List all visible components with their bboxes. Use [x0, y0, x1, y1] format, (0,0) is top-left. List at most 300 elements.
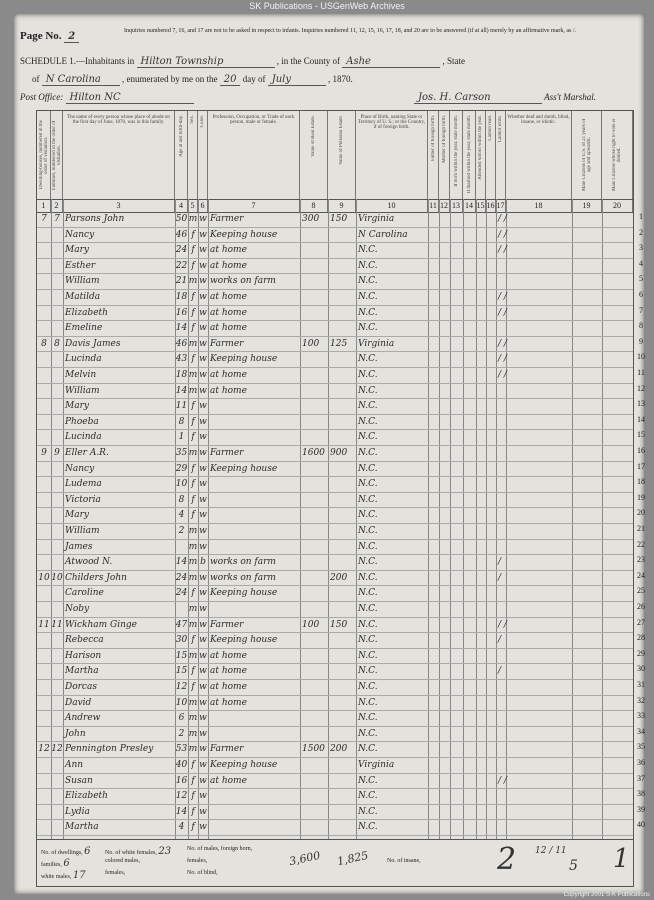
dwelling-number [37, 774, 51, 789]
personal-estate-value [328, 664, 356, 679]
line-number: 11 [637, 368, 645, 377]
birthplace: N.C. [358, 822, 378, 833]
color: w [199, 697, 207, 708]
real-estate-value [300, 711, 328, 726]
birthplace: N.C. [358, 666, 378, 677]
color: w [199, 775, 207, 786]
color: w [199, 744, 207, 755]
color: w [199, 806, 207, 817]
birthplace: N.C. [358, 682, 378, 692]
personal-estate-value [328, 680, 356, 695]
family-number [51, 384, 63, 399]
real-estate-value [300, 462, 328, 477]
dwelling-number [37, 649, 51, 664]
sex: m [188, 276, 198, 287]
line-number: 24 [637, 570, 645, 580]
instructions-note: Inquiries numbered 7, 16, and 17 are not to be asked in respect to infants. Inquiries numbered 11, 12, 15, 16, 17, 18, and 20 are to be answered (if at all) merely by an affirmative mark, as /. [124, 28, 577, 34]
dwelling-number [37, 586, 51, 601]
column-header-8: Value of Real Estate. [300, 111, 328, 199]
age: 1 [178, 432, 185, 443]
post-office-line: Post Office: Hilton NC [20, 92, 194, 104]
line-number: 20 [637, 508, 645, 518]
sex: f [191, 666, 195, 677]
line-number: 35 [637, 742, 645, 752]
person-name: Esther [65, 260, 96, 271]
occupation: Farmer [210, 744, 244, 755]
person-name: Rebecca [65, 635, 104, 646]
line-number: 33 [637, 711, 645, 721]
column-number: 3 [63, 200, 175, 212]
line-number: 39 [637, 804, 645, 814]
column-header-5: Sex. [188, 111, 198, 199]
real-estate-value [300, 571, 328, 586]
birthplace: N.C. [358, 307, 378, 318]
tally-mark-d: 1 [613, 844, 630, 874]
personal-estate-value [328, 493, 356, 508]
birthplace: N.C. [358, 245, 378, 256]
table-row [37, 633, 645, 649]
color: w [199, 713, 207, 724]
education-marks [496, 727, 572, 742]
family-number [51, 368, 63, 383]
line-number: 10 [637, 352, 645, 362]
sex: f [191, 635, 195, 646]
sex: m [188, 604, 198, 614]
table-row [37, 524, 645, 540]
column-number: 11 [428, 200, 439, 212]
family-number [51, 664, 63, 679]
dwelling-number [37, 384, 51, 399]
person-name: Mary [65, 245, 89, 256]
real-estate-value: 100 [302, 338, 320, 349]
birthplace: N.C. [358, 448, 378, 458]
occupation [208, 805, 300, 820]
education-marks: / [498, 666, 502, 677]
column-number: 15 [476, 201, 485, 210]
real-estate-value [300, 696, 328, 711]
sex: f [191, 791, 195, 802]
family-number [51, 274, 63, 289]
line-number: 13 [637, 399, 645, 409]
personal-estate-value: 125 [330, 338, 348, 349]
color: w [199, 728, 207, 739]
color: w [199, 682, 207, 692]
line-number: 7 [639, 305, 643, 315]
real-estate-value [300, 758, 328, 773]
family-number [51, 540, 63, 555]
table-row [37, 695, 645, 712]
color: w [199, 338, 207, 349]
family-number [51, 477, 63, 492]
family-number [51, 462, 63, 477]
state-field: N Carolina [42, 74, 120, 86]
table-row [37, 430, 645, 446]
person-name: Elizabeth [65, 791, 108, 802]
color: w [199, 385, 207, 396]
color: w [199, 292, 207, 302]
dwelling-number [37, 805, 51, 820]
birthplace: N Carolina [358, 229, 408, 240]
line-number: 4 [639, 258, 643, 268]
color: w [199, 619, 207, 630]
real-estate-value [300, 508, 328, 523]
month-field: July [268, 74, 326, 86]
personal-estate-value [328, 321, 356, 336]
table-row [37, 274, 643, 290]
marshal-line: Jos. H. Carson Ass't Marshal. [414, 92, 596, 104]
occupation [208, 820, 300, 835]
page-number-label: Page No. 2 [20, 30, 79, 43]
personal-estate-value [328, 415, 356, 430]
tally-mark-a: 2 [497, 842, 517, 877]
occupation: at home [210, 245, 247, 256]
person-name: Lydia [65, 806, 90, 817]
tally-mark-b: 12 / 11 [535, 846, 567, 856]
table-row [37, 664, 645, 680]
line-number: 40 [637, 820, 645, 830]
person-name: Lucinda [65, 432, 102, 443]
column-header-1: Dwelling-houses, numbered in the order of visitation. [37, 111, 51, 199]
personal-estate-value: 900 [330, 448, 348, 458]
real-estate-value [300, 274, 328, 289]
age: 18 [175, 370, 188, 380]
occupation [208, 508, 300, 523]
sex: m [188, 619, 198, 630]
education-marks [496, 789, 572, 804]
age: 46 [175, 338, 188, 349]
occupation [208, 493, 300, 508]
real-estate-value [300, 228, 328, 243]
column-header-19: Male Citizens of U.S. of 21 years of age and upwards. [572, 111, 602, 199]
personal-estate-value [328, 368, 356, 383]
age: 16 [175, 775, 188, 786]
line-number: 8 [639, 321, 643, 331]
table-row [37, 368, 645, 384]
column-number: 6 [198, 200, 208, 212]
real-estate-value [300, 649, 328, 664]
column-number: 8 [300, 200, 328, 212]
occupation: at home [210, 682, 247, 692]
family-number [51, 306, 63, 321]
foreign-females-label: females, [187, 858, 208, 864]
family-number [51, 633, 63, 648]
family-number: 10 [51, 572, 63, 583]
table-row [37, 711, 645, 727]
color: w [199, 635, 207, 646]
color: w [199, 650, 207, 661]
line-number: 36 [637, 758, 645, 767]
age: 10 [175, 479, 188, 490]
line-number: 22 [637, 539, 645, 549]
real-estate-value [300, 430, 328, 445]
person-name: Dorcas [65, 682, 97, 692]
person-name: John [65, 728, 86, 739]
age: 14 [175, 557, 188, 568]
line-number: 32 [637, 695, 645, 705]
birthplace: N.C. [358, 479, 378, 490]
person-name: William [65, 385, 100, 396]
age: 14 [175, 806, 188, 817]
person-name: Pennington Presley [65, 744, 154, 755]
line-number: 23 [637, 555, 645, 565]
personal-estate-value [328, 462, 356, 477]
column-header-17: Cannot write. [496, 111, 506, 199]
column-header-12: Mother of foreign birth. [439, 111, 450, 199]
education-marks [496, 399, 572, 414]
family-number [51, 774, 63, 789]
dwelling-number: 7 [41, 214, 47, 224]
column-header-13: If born within the year, state month. [450, 111, 463, 199]
real-estate-value [300, 352, 328, 367]
column-number: 19 [572, 200, 602, 212]
real-estate-value [300, 774, 328, 789]
dwelling-number [37, 758, 51, 773]
person-name: Caroline [65, 588, 104, 599]
line-number: 2 [639, 227, 643, 237]
dwelling-number [37, 243, 51, 258]
person-name: Eller A.R. [65, 448, 109, 458]
occupation: at home [210, 292, 247, 302]
sex: m [188, 572, 198, 583]
occupation: Keeping house [210, 229, 278, 240]
personal-estate-value: 200 [330, 744, 348, 755]
occupation: at home [210, 323, 247, 334]
column-number: 14 [463, 200, 476, 212]
occupation [208, 524, 300, 539]
birthplace: N.C. [358, 401, 378, 412]
age: 4 [178, 510, 185, 521]
person-name: Parsons John [65, 214, 125, 224]
age: 11 [175, 401, 188, 412]
color: w [199, 432, 207, 443]
dwelling-number [37, 462, 51, 477]
occupation: at home [210, 697, 247, 708]
person-name: Childers John [65, 572, 127, 583]
personal-estate-value: 200 [330, 572, 348, 583]
birthplace: N.C. [358, 728, 378, 739]
education-marks: / / [498, 775, 507, 786]
personal-estate-value [328, 259, 356, 274]
dwelling-number [37, 540, 51, 555]
personal-estate-value [328, 290, 356, 305]
sex: f [191, 588, 195, 599]
personal-estate-value [328, 758, 356, 773]
age: 35 [175, 448, 188, 458]
dwelling-number [37, 352, 51, 367]
line-number: 16 [637, 446, 645, 455]
colored-males-label: colored males, [105, 858, 140, 864]
family-number [51, 259, 63, 274]
birthplace: N.C. [358, 292, 378, 302]
table-row [37, 570, 645, 587]
dwelling-number [37, 306, 51, 321]
column-header-3: The name of every person whose place of abode on the first day of June, 1870, was in this family. [63, 111, 175, 199]
education-marks: / / [498, 214, 507, 224]
person-name: James [65, 541, 93, 552]
occupation: at home [210, 385, 247, 396]
dwelling-number [37, 820, 51, 835]
table-row [37, 586, 645, 602]
personal-estate-value [328, 696, 356, 711]
blind-label: No. of blind, [187, 870, 218, 876]
real-estate-value [300, 680, 328, 695]
color: w [199, 276, 207, 287]
personal-estate-value: 150 [330, 619, 348, 630]
family-number [51, 228, 63, 243]
age: 14 [175, 323, 188, 334]
occupation [208, 477, 300, 492]
education-marks: / / [498, 619, 507, 630]
real-estate-value [300, 540, 328, 555]
age: 29 [175, 463, 188, 474]
age: 2 [178, 526, 185, 536]
column-number: 17 [496, 201, 505, 210]
dwelling-number [37, 430, 51, 445]
dwelling-number [37, 664, 51, 679]
sex: m [188, 448, 198, 458]
line-number: 14 [637, 414, 645, 424]
color: w [199, 448, 207, 458]
age: 4 [178, 822, 185, 833]
color: w [199, 214, 207, 224]
column-header-14: If married within the year, state month. [463, 111, 476, 199]
table-row [37, 726, 645, 743]
dwelling-number [37, 259, 51, 274]
column-number: 5 [188, 200, 198, 212]
table-row [37, 461, 645, 478]
personal-estate-value [328, 384, 356, 399]
occupation: at home [210, 370, 247, 380]
age [175, 602, 188, 617]
table-row [37, 352, 645, 368]
column-header-7: Profession, Occupation, or Trade of each person, male or female. [208, 111, 300, 199]
column-number: 7 [208, 200, 300, 212]
person-name: Lucinda [65, 354, 102, 365]
person-name: Elizabeth [65, 307, 108, 318]
age: 14 [175, 385, 188, 396]
line-number: 9 [639, 336, 643, 346]
family-number: 8 [54, 338, 60, 349]
dwellings-count: No. of dwellings, 6 [41, 846, 91, 857]
age: 8 [178, 494, 185, 505]
age: 6 [178, 713, 185, 724]
family-number: 12 [51, 744, 63, 755]
color: w [199, 463, 207, 474]
sex: f [191, 416, 195, 427]
dwelling-number [37, 524, 51, 539]
sex: m [188, 214, 198, 224]
age: 12 [175, 682, 188, 692]
real-estate-value [300, 602, 328, 617]
family-number: 9 [54, 448, 60, 458]
education-marks [496, 446, 572, 461]
personal-estate-value [328, 649, 356, 664]
occupation: works on farm [210, 572, 276, 583]
dwelling-number [37, 696, 51, 711]
line-number: 25 [637, 586, 645, 596]
family-number [51, 243, 63, 258]
color: w [199, 479, 207, 490]
family-number [51, 290, 63, 305]
real-estate-value [300, 384, 328, 399]
real-estate-value [300, 586, 328, 601]
education-marks [496, 742, 572, 757]
line-number: 29 [637, 648, 645, 658]
person-name: Martha [65, 822, 99, 833]
age: 50 [175, 214, 188, 224]
column-number: 9 [328, 200, 356, 212]
person-name: Noby [65, 604, 90, 614]
occupation [208, 415, 300, 430]
education-marks [496, 321, 572, 336]
family-number [51, 805, 63, 820]
dwelling-number [37, 493, 51, 508]
line-number: 34 [637, 726, 645, 736]
education-marks [496, 649, 572, 664]
age: 24 [175, 572, 188, 583]
education-marks: / [498, 572, 502, 583]
occupation: Farmer [210, 619, 244, 630]
education-marks [496, 415, 572, 430]
birthplace: N.C. [358, 697, 378, 708]
table-row [37, 742, 645, 758]
sex: f [191, 354, 195, 365]
tally-mark-c: 5 [569, 858, 578, 874]
age: 22 [175, 260, 188, 271]
occupation: at home [210, 666, 247, 677]
birthplace: N.C. [358, 775, 378, 786]
color: w [199, 245, 207, 256]
color: w [199, 494, 207, 505]
column-number: 16 [486, 201, 495, 210]
real-estate-value [300, 477, 328, 492]
sex: m [188, 385, 198, 396]
sex: f [191, 463, 195, 474]
personal-estate-value [328, 774, 356, 789]
white-males-count: white males, 17 [41, 870, 86, 881]
line-number: 28 [637, 633, 645, 643]
color: w [199, 666, 207, 677]
age: 40 [175, 760, 188, 770]
table-row [37, 492, 645, 509]
real-estate-value [300, 399, 328, 414]
occupation: Keeping house [210, 354, 278, 365]
sex: m [188, 370, 198, 380]
color: w [199, 416, 207, 427]
table-row [37, 555, 645, 571]
dwelling-number: 12 [38, 744, 50, 755]
family-number [51, 602, 63, 617]
family-number [51, 430, 63, 445]
family-number [51, 758, 63, 773]
sex: f [191, 401, 195, 412]
white-females-count: No. of white females, 23 [105, 846, 172, 857]
occupation: Keeping house [210, 760, 278, 770]
birthplace: N.C. [358, 323, 378, 334]
real-estate-value [300, 415, 328, 430]
table-row [37, 321, 643, 337]
column-header-16: Cannot read. [486, 111, 496, 199]
sex: m [188, 728, 198, 739]
column-header-20: Male Citizens whose right to vote is denied. [602, 111, 633, 199]
personal-estate-value [328, 805, 356, 820]
color: w [199, 526, 207, 536]
person-name: Ann [65, 760, 84, 770]
person-name: William [65, 526, 100, 536]
table-row [37, 789, 645, 805]
family-number [51, 727, 63, 742]
real-estate-value [300, 664, 328, 679]
